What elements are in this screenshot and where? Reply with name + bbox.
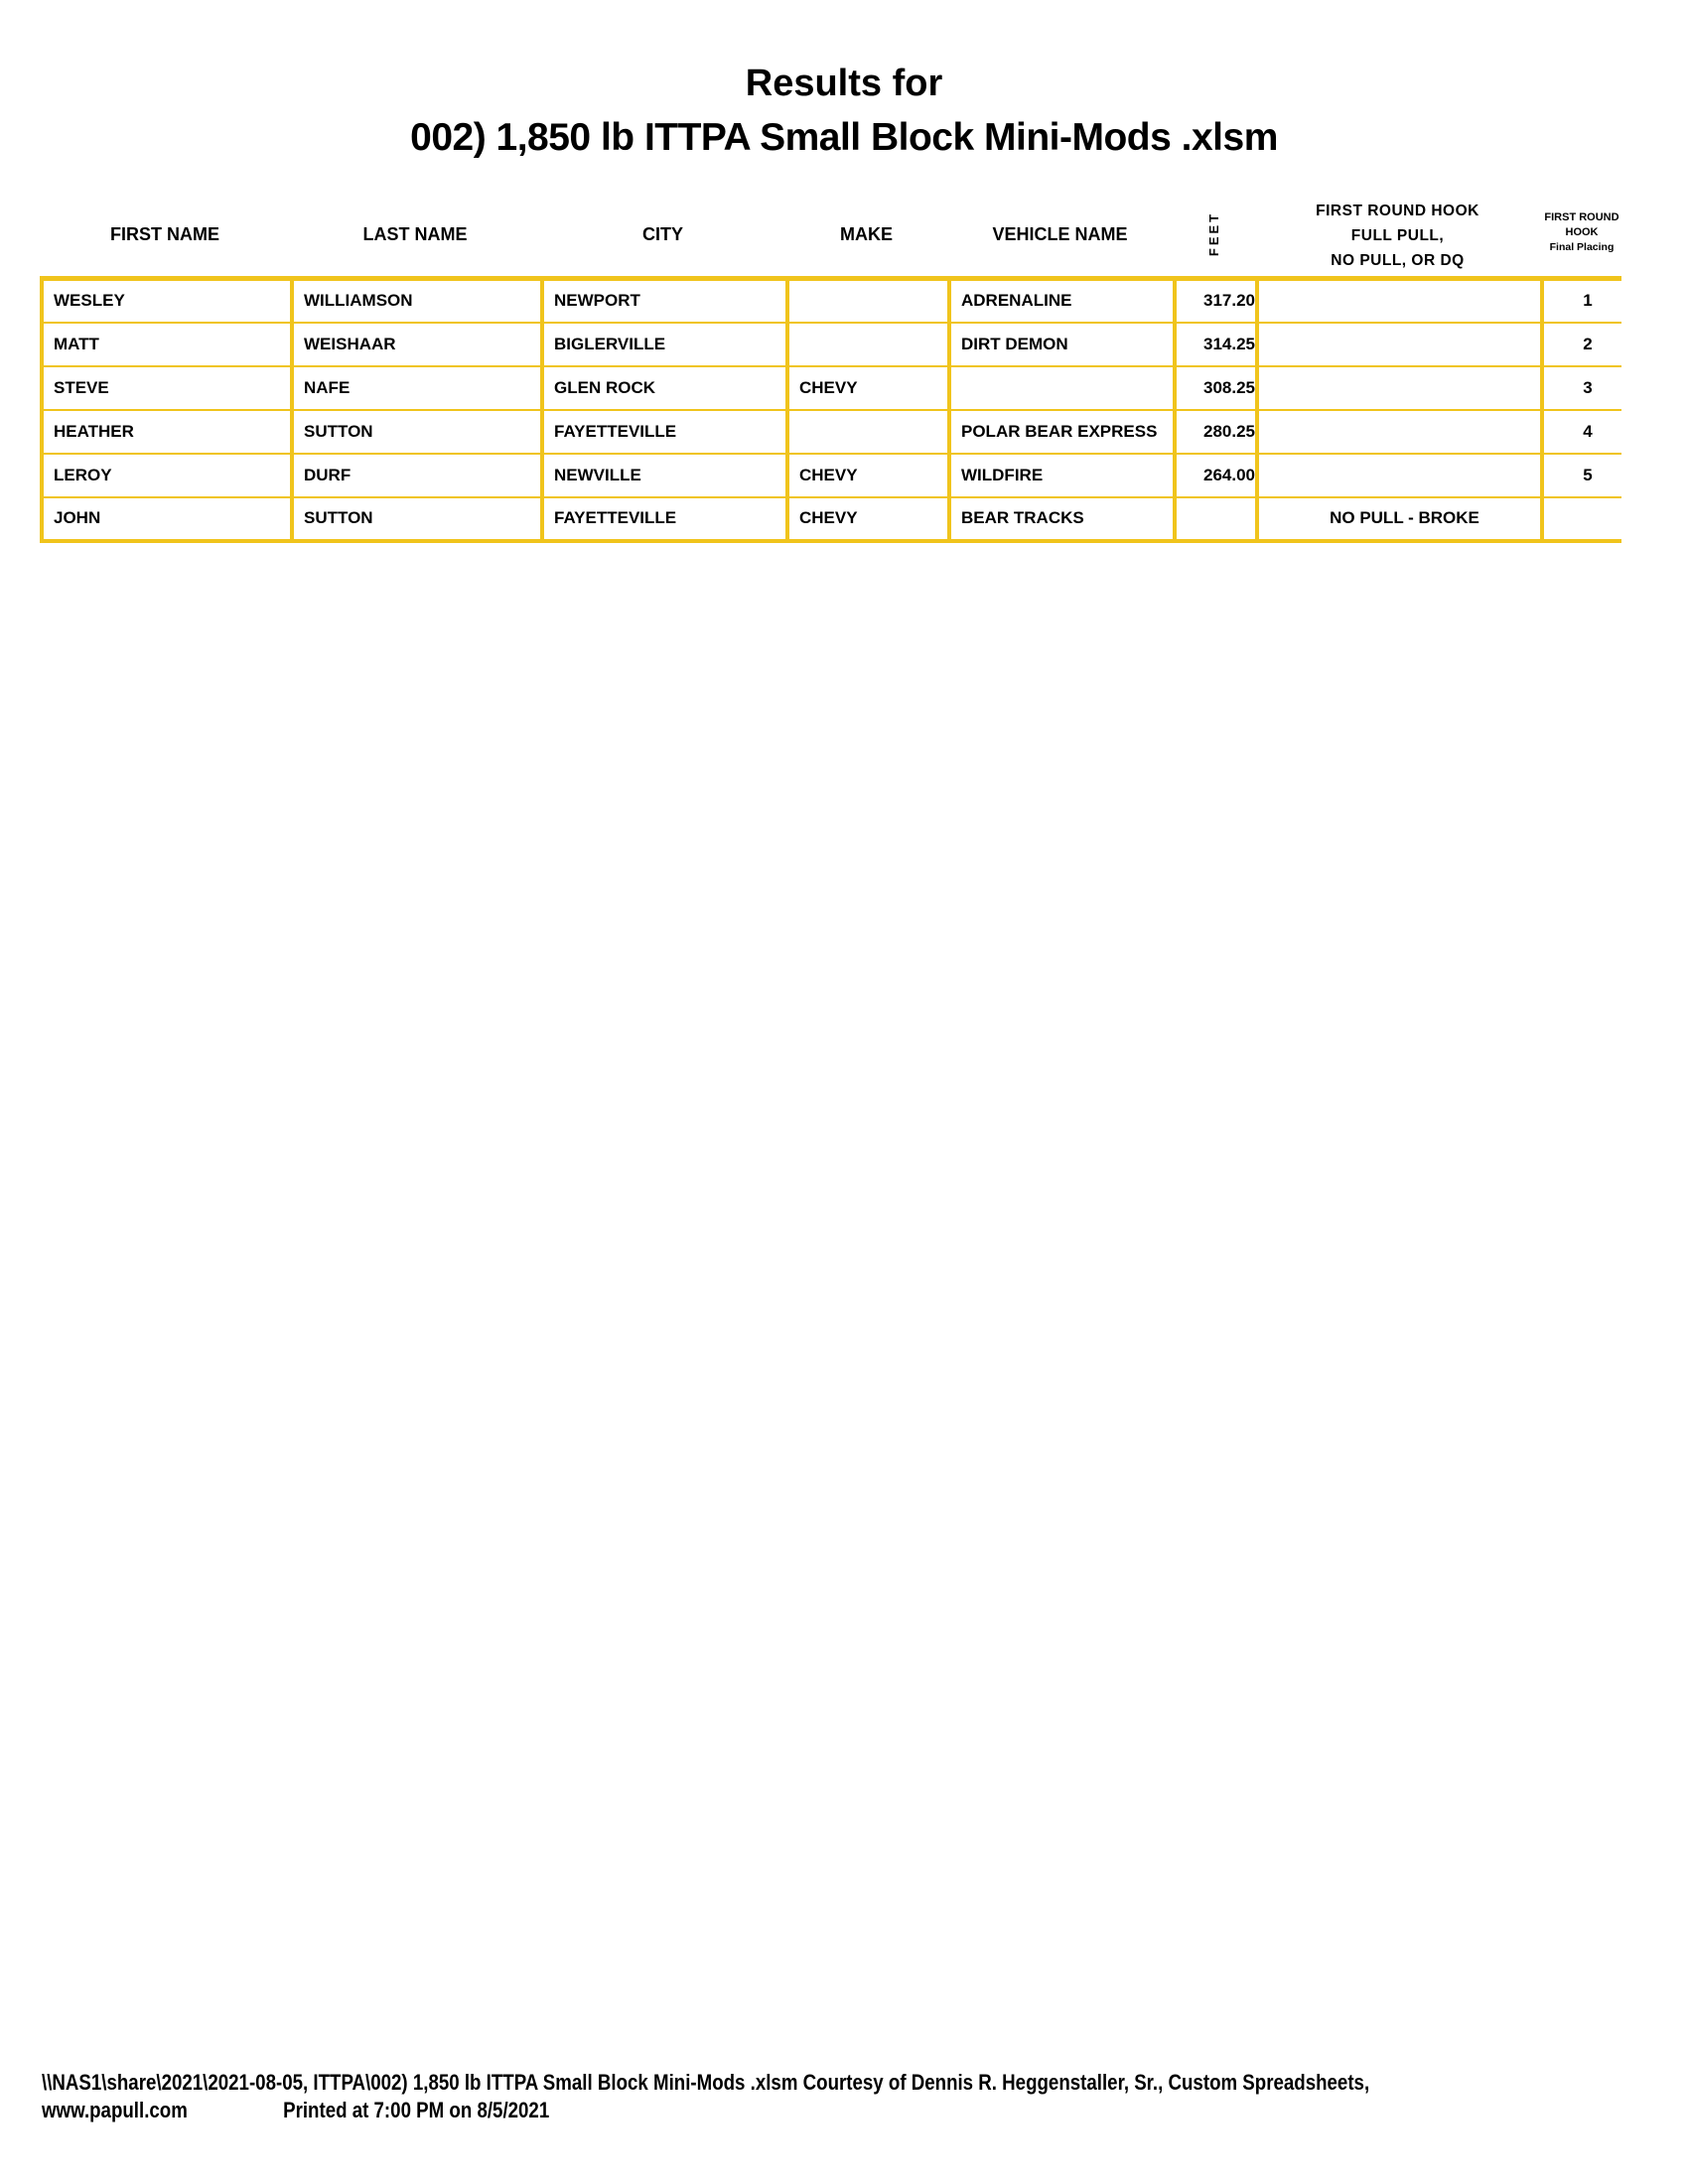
table-row bbox=[42, 497, 1621, 541]
cell-feet: 308.25 bbox=[1175, 366, 1257, 410]
cell-feet bbox=[1175, 497, 1257, 541]
results-table bbox=[40, 276, 1621, 543]
cell-placing: 1 bbox=[1542, 279, 1621, 323]
cell-make bbox=[787, 323, 949, 366]
table-row bbox=[42, 454, 1621, 497]
table-row bbox=[42, 366, 1621, 410]
footer-file-path: \\NAS1\share\2021\2021-08-05, ITTPA\002) 1,850 lb ITTPA Small Block Mini-Mods .xlsm Courtesy of Dennis R. Heggenstaller, Sr., Custom Spreadsheets, bbox=[42, 2070, 1370, 2095]
cell-feet: 314.25 bbox=[1175, 323, 1257, 366]
cell-city: NEWVILLE bbox=[542, 454, 787, 497]
cell-vehicle-name bbox=[949, 366, 1175, 410]
page-subtitle: 002) 1,850 lb ITTPA Small Block Mini-Mods .xlsm bbox=[410, 116, 1278, 159]
cell-city: FAYETTEVILLE bbox=[542, 410, 787, 454]
cell-feet: 317.20 bbox=[1175, 279, 1257, 323]
feet-rotated-label: FEET bbox=[1205, 210, 1221, 256]
cell-last-name: DURF bbox=[292, 454, 542, 497]
table-row bbox=[42, 279, 1621, 323]
table-row bbox=[42, 323, 1621, 366]
cell-city: FAYETTEVILLE bbox=[542, 497, 787, 541]
cell-last-name: WILLIAMSON bbox=[292, 279, 542, 323]
cell-first-name: HEATHER bbox=[42, 410, 292, 454]
cell-vehicle-name: BEAR TRACKS bbox=[949, 497, 1175, 541]
cell-last-name: NAFE bbox=[292, 366, 542, 410]
hook-header-line1: FIRST ROUND HOOK bbox=[1316, 203, 1479, 219]
placing-header-line3: Final Placing bbox=[1549, 241, 1615, 253]
cell-last-name: WEISHAAR bbox=[292, 323, 542, 366]
cell-first-name: LEROY bbox=[42, 454, 292, 497]
cell-hook bbox=[1257, 366, 1542, 410]
cell-hook bbox=[1257, 279, 1542, 323]
column-header-last-name: LAST NAME bbox=[362, 224, 468, 244]
table-row bbox=[42, 410, 1621, 454]
cell-make bbox=[787, 279, 949, 323]
cell-feet: 264.00 bbox=[1175, 454, 1257, 497]
column-header-vehicle-name: VEHICLE NAME bbox=[992, 224, 1128, 244]
placing-header-line1: FIRST ROUND bbox=[1544, 211, 1619, 223]
column-header-final-placing bbox=[1540, 210, 1623, 254]
cell-hook bbox=[1257, 410, 1542, 454]
cell-hook bbox=[1257, 454, 1542, 497]
column-header-first-name: FIRST NAME bbox=[110, 224, 219, 244]
cell-vehicle-name: POLAR BEAR EXPRESS bbox=[949, 410, 1175, 454]
cell-make: CHEVY bbox=[787, 366, 949, 410]
cell-hook bbox=[1257, 323, 1542, 366]
footer-line2 bbox=[42, 2098, 1561, 2123]
cell-city: GLEN ROCK bbox=[542, 366, 787, 410]
cell-placing: 3 bbox=[1542, 366, 1621, 410]
results-table-body bbox=[42, 279, 1621, 541]
cell-placing: 4 bbox=[1542, 410, 1621, 454]
column-header-first-round-hook bbox=[1255, 199, 1540, 273]
cell-feet: 280.25 bbox=[1175, 410, 1257, 454]
cell-city: BIGLERVILLE bbox=[542, 323, 787, 366]
cell-last-name: SUTTON bbox=[292, 497, 542, 541]
cell-vehicle-name: ADRENALINE bbox=[949, 279, 1175, 323]
cell-first-name: JOHN bbox=[42, 497, 292, 541]
footer-printed-timestamp: Printed at 7:00 PM on 8/5/2021 bbox=[283, 2098, 550, 2122]
column-header-make: MAKE bbox=[840, 224, 893, 244]
column-header-feet bbox=[1173, 195, 1255, 272]
cell-placing: 5 bbox=[1542, 454, 1621, 497]
column-header-city: CITY bbox=[641, 224, 683, 244]
hook-header-line2: FULL PULL, bbox=[1350, 227, 1445, 244]
placing-header-line2: HOOK bbox=[1565, 226, 1599, 238]
hook-header-line3: NO PULL, OR DQ bbox=[1331, 252, 1465, 269]
cell-placing bbox=[1542, 497, 1621, 541]
cell-first-name: STEVE bbox=[42, 366, 292, 410]
cell-make: CHEVY bbox=[787, 497, 949, 541]
cell-placing: 2 bbox=[1542, 323, 1621, 366]
cell-first-name: WESLEY bbox=[42, 279, 292, 323]
cell-make bbox=[787, 410, 949, 454]
cell-city: NEWPORT bbox=[542, 279, 787, 323]
cell-first-name: MATT bbox=[42, 323, 292, 366]
cell-last-name: SUTTON bbox=[292, 410, 542, 454]
cell-hook: NO PULL - BROKE bbox=[1257, 497, 1542, 541]
footer-website-link: www.papull.com bbox=[42, 2098, 188, 2122]
page-title: Results for bbox=[745, 63, 943, 104]
cell-make: CHEVY bbox=[787, 454, 949, 497]
cell-vehicle-name: DIRT DEMON bbox=[949, 323, 1175, 366]
cell-vehicle-name: WILDFIRE bbox=[949, 454, 1175, 497]
